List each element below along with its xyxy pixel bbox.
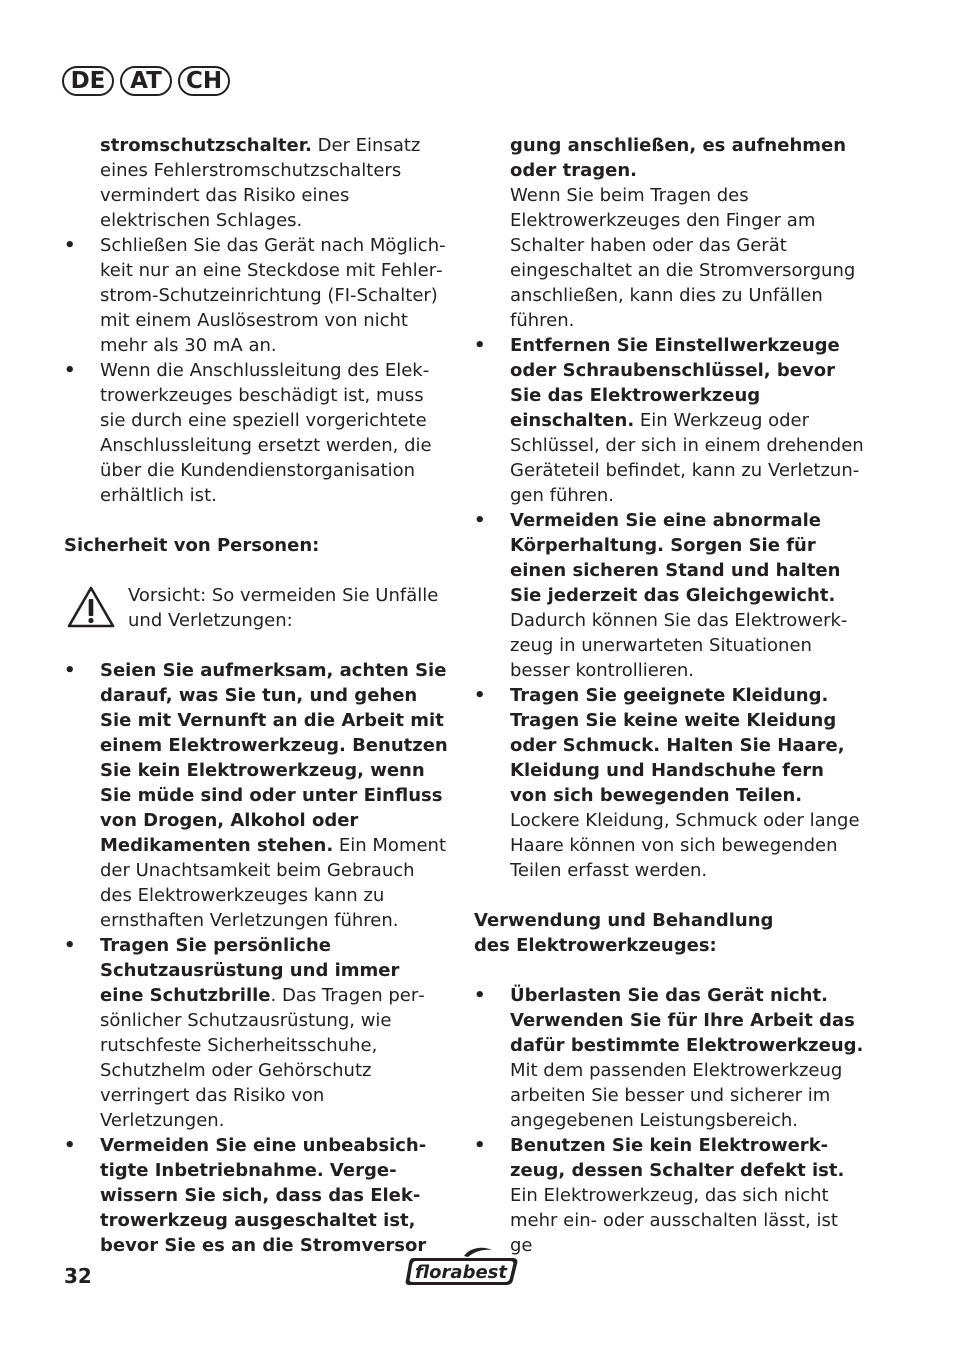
list-item-text: Lockere Kleidung, Schmuck oder lange Haare können von sich bewegenden Teilen erfasst werden. [510, 810, 860, 881]
section-heading-line: des Elektrowerkzeuges: [474, 935, 717, 956]
section-heading-tool-use [474, 908, 864, 958]
lang-tag-ch: CH [178, 66, 230, 96]
list-item-text: Dadurch können Sie das Elektrowerkzeug in unerwarteten Situationen besser kontrollieren. [510, 610, 848, 681]
list-item [474, 683, 864, 883]
continuation-text: Wenn Sie beim Tragen des Elektrowerkzeuges den Finger am Schalter haben oder das Gerät eingeschaltet an die Stromversorgung anschließen, kann dies zu Unfällen führen. [510, 185, 856, 331]
list-item [64, 233, 448, 358]
section-heading-line: Verwendung und Behandlung [474, 910, 774, 931]
list-item [474, 508, 864, 683]
florabest-logo [404, 1246, 520, 1288]
list-item-bold: Vermeiden Sie eine unbeabsichtigte Inbetriebnahme. Vergewissern Sie sich, dass das Elektrowerkzeug ausgeschaltet ist, bevor Sie es an die Stromversor [100, 1135, 427, 1256]
list-item [474, 1133, 864, 1258]
list-item-bold: Vermeiden Sie eine abnormale Körperhaltung. Sorgen Sie für einen sicheren Stand und halten Sie jederzeit das Gleichgewicht. [510, 510, 841, 606]
list-item-bold: Seien Sie aufmerksam, achten Sie darauf, was Sie tun, und gehen Sie mit Vernunft an die Arbeit mit einem Elektrowerkzeug. Benutzen Sie kein Elektrowerkzeug, wenn Sie müde sind oder unter Einfluss von Drogen, Alkohol oder Medikamenten stehen. [100, 660, 448, 856]
list-item-text: Ein Moment der Unachtsamkeit beim Gebrauch des Elektrowerkzeuges kann zu ernsthaften Verletzungen führen. [100, 835, 447, 931]
list-item [64, 1133, 448, 1258]
section-heading-personal-safety: Sicherheit von Personen: [64, 535, 320, 556]
bullet-icon: • [64, 660, 76, 681]
list-item-bold: Entfernen Sie Einstellwerkzeuge oder Schraubenschlüssel, bevor Sie das Elektrowerkzeug einschalten. [510, 335, 840, 431]
warning-block [64, 583, 448, 633]
bullet-icon: • [64, 360, 76, 381]
bullet-icon: • [474, 335, 486, 356]
continuation-bold: gung anschließen, es aufnehmen oder tragen. [510, 135, 847, 181]
lang-tag-at: AT [120, 66, 172, 96]
intro-paragraph [64, 133, 448, 233]
list-item-text: Ein Elektrowerkzeug, das sich nicht mehr ein- oder ausschalten lässt, ist ge [510, 1185, 838, 1256]
bullet-icon: • [64, 1135, 76, 1156]
list-item-bold: Benutzen Sie kein Elektrowerkzeug, dessen Schalter defekt ist. [510, 1135, 845, 1181]
bullet-icon: • [474, 685, 486, 706]
page-number: 32 [64, 1264, 92, 1288]
list-item [474, 983, 864, 1133]
list-item [64, 358, 448, 508]
list-item-bold: Tragen Sie geeignete Kleidung. Tragen Sie keine weite Kleidung oder Schmuck. Halten Sie Haare, Kleidung und Handschuhe fern von sich bewegenden Teilen. [510, 685, 845, 806]
left-column [64, 133, 448, 1258]
list-item-text: Schließen Sie das Gerät nach Möglichkeit nur an eine Steckdose mit Fehlerstrom-Schutzeinrichtung (FI-Schalter) mit einem Auslösestrom von nicht mehr als 30 mA an. [100, 235, 446, 356]
list-item-text: Ein Werkzeug oder Schlüssel, der sich in einem drehenden Geräteteil befindet, kann zu Verletzungen führen. [510, 410, 864, 506]
continuation-paragraph [474, 133, 864, 333]
list-item-bold: Überlasten Sie das Gerät nicht. Verwenden Sie für Ihre Arbeit das dafür bestimmte Elektrowerkzeug. [510, 985, 864, 1056]
bullet-icon: • [474, 510, 486, 531]
list-item [64, 933, 448, 1133]
list-item-text: Mit dem passenden Elektrowerkzeug arbeiten Sie besser und sicherer im angegebenen Leistungsbereich. [510, 1060, 843, 1131]
warning-triangle-icon [66, 585, 116, 629]
list-item-bold: Tragen Sie persönliche Schutzausrüstung und immer eine Schutzbrille [100, 935, 400, 1006]
list-item-text: . Das Tragen persönlicher Schutzausrüstung, wie rutschfeste Sicherheitsschuhe, Schutzhelm oder Gehörschutz verringert das Risiko von Verletzungen. [100, 985, 425, 1131]
list-item [64, 658, 448, 933]
language-tags [62, 66, 230, 98]
bullet-icon: • [474, 1135, 486, 1156]
intro-text: Der Einsatz eines Fehlerstromschutzschalters vermindert das Risiko eines elektrischen Schlages. [100, 135, 421, 231]
list-item [474, 333, 864, 508]
lang-tag-de: DE [62, 66, 114, 96]
right-column [474, 133, 864, 1258]
bullet-icon: • [64, 935, 76, 956]
list-item-text: Wenn die Anschlussleitung des Elektrowerkzeuges beschädigt ist, muss sie durch eine speziell vorgerichtete Anschlussleitung ersetzt werden, die über die Kundendienstorganisation erhältlich ist. [100, 360, 432, 506]
logo-text: florabest [415, 1262, 507, 1283]
intro-bold: stromschutzschalter. [100, 135, 312, 156]
bullet-icon: • [474, 985, 486, 1006]
warning-text: Vorsicht: So vermeiden Sie Unfälle und Verletzungen: [128, 585, 439, 631]
bullet-icon: • [64, 235, 76, 256]
